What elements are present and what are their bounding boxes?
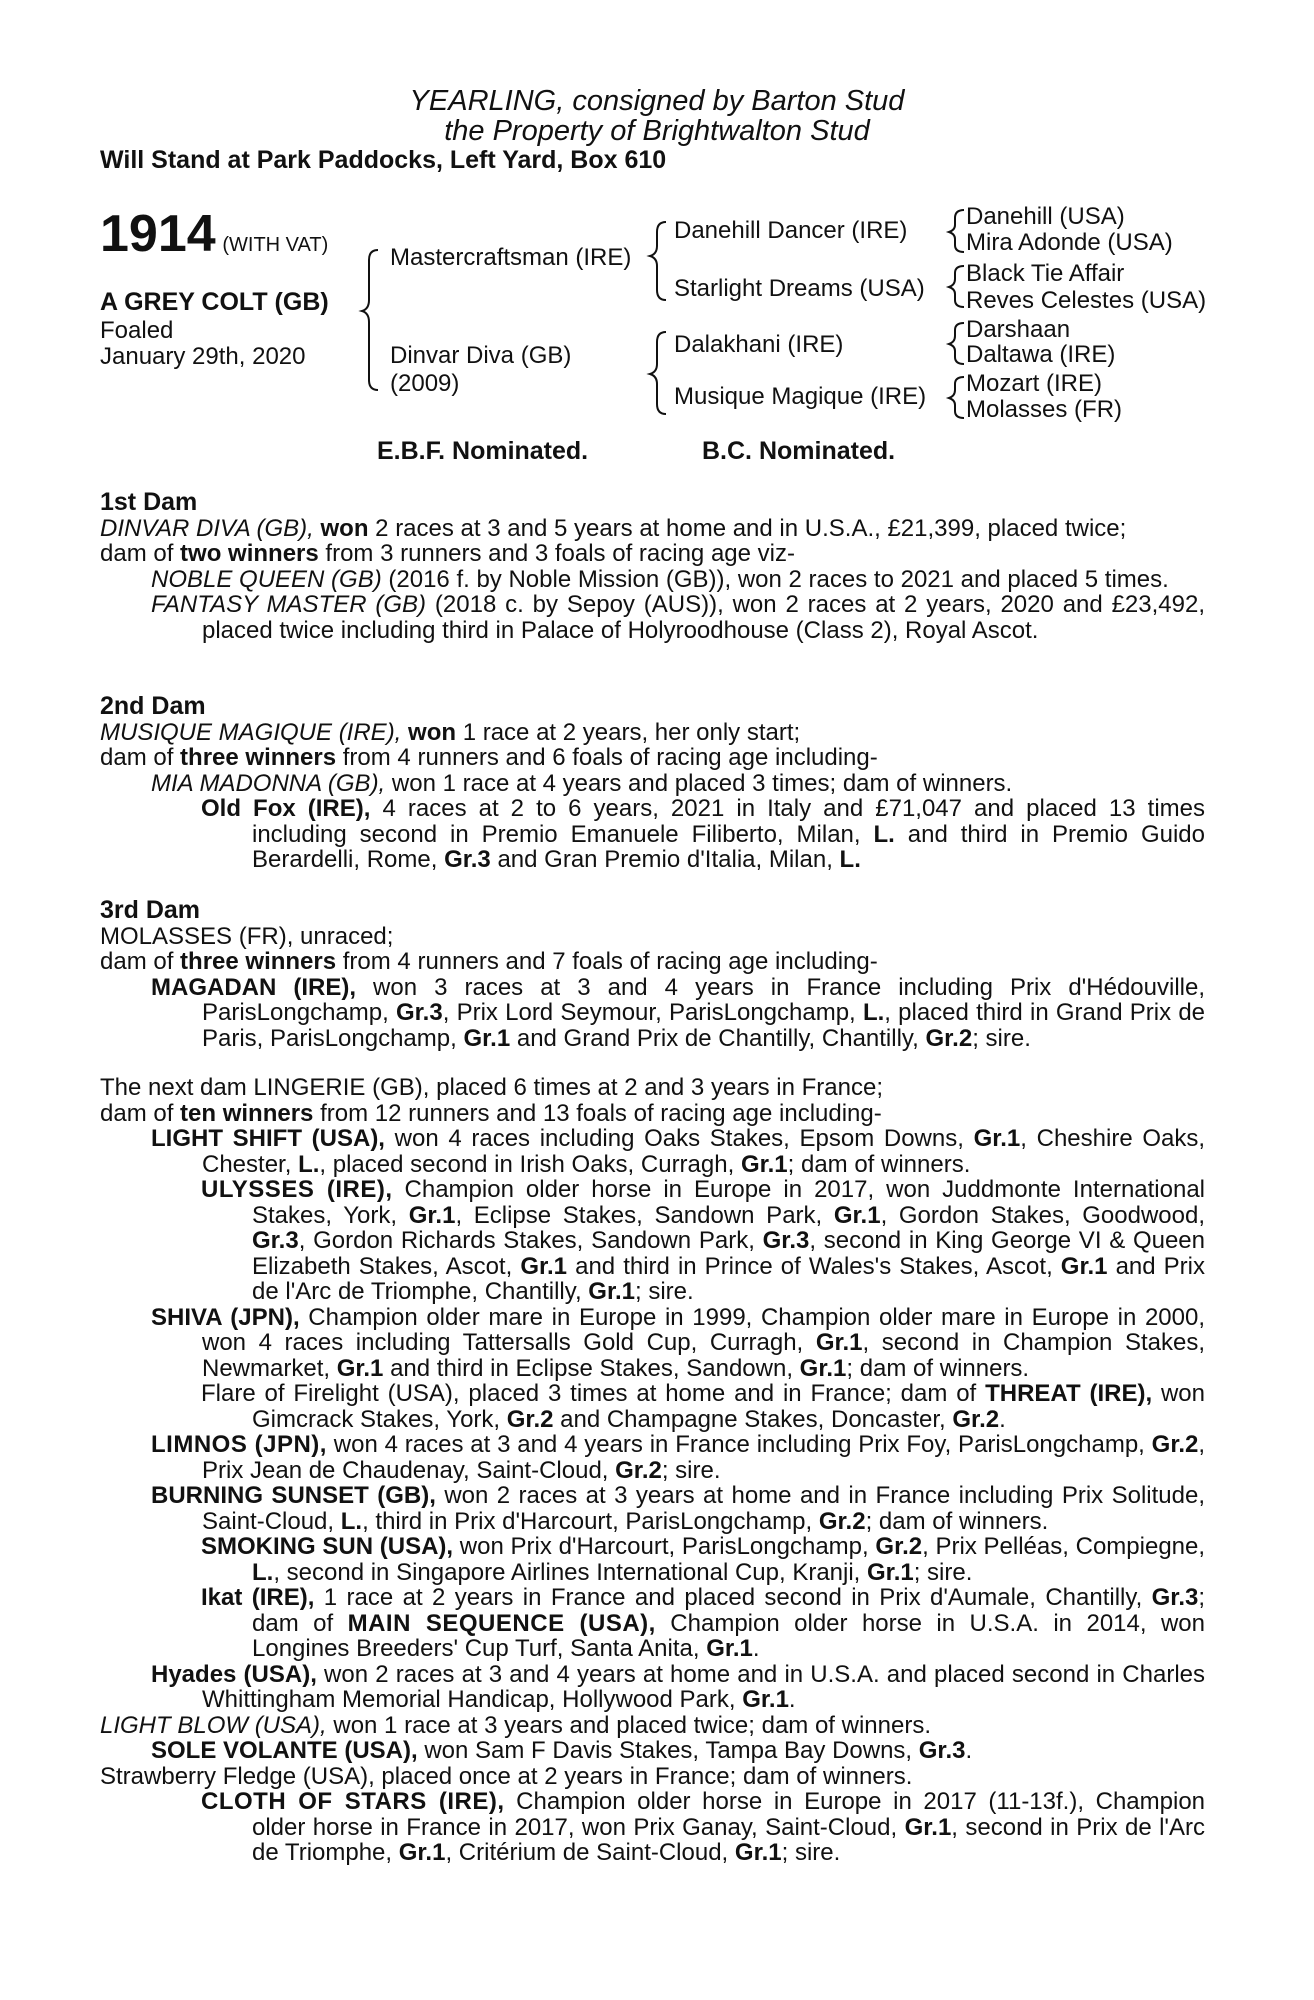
dam-sire-dam: Daltawa (IRE) — [966, 341, 1116, 368]
progeny-name: SMOKING SUN (USA), — [201, 1533, 454, 1560]
winners-count: three winners — [180, 948, 337, 975]
grade-label: Gr.1 — [867, 1558, 914, 1586]
progeny-name: SHIVA (JPN), — [151, 1303, 300, 1331]
progeny-record: . — [752, 1635, 760, 1662]
sire: Mastercraftsman (IRE) — [390, 244, 632, 271]
progeny-record: Flare of Firelight (USA), placed 3 times at home and in France; dam of — [201, 1380, 977, 1407]
winners-count: three winners — [180, 744, 337, 771]
progeny-entry — [100, 1585, 1205, 1662]
progeny-record: Champion older horse in U.S.A. in 2014, won Longines Breeders' Cup Turf, Santa Anita, — [252, 1609, 1205, 1662]
progeny-record: and third in Premio Guido Berardelli, Rome, — [252, 820, 1205, 873]
progeny-name: Old Fox (IRE), — [201, 795, 371, 822]
grade-label: Gr.1 — [799, 1354, 847, 1382]
section-heading: 2nd Dam — [100, 692, 206, 720]
grade-label: Gr.3 — [396, 999, 443, 1026]
progeny-name: LIGHT SHIFT (USA), — [151, 1125, 385, 1152]
progeny-record: , second in King George VI & Queen Elizabeth Stakes, Ascot, — [252, 1227, 1206, 1280]
progeny-record: and third in Prince of Wales's Stakes, Ascot, — [575, 1252, 1053, 1280]
grade-label: L. — [862, 999, 885, 1026]
progeny-name: THREAT (IRE), — [985, 1380, 1153, 1407]
progeny-record: won 1 race at 4 years and placed 3 times; dam of winners. — [391, 769, 1013, 797]
progeny-entry — [100, 1305, 1205, 1382]
grade-label: Gr.1 — [1060, 1252, 1108, 1280]
progeny-name: MIA MADONNA (GB), — [151, 769, 386, 797]
dam-dam-dam: Molasses (FR) — [966, 396, 1123, 423]
third-dam-section — [100, 898, 1205, 1051]
grade-label: L. — [839, 846, 861, 873]
lot-number: 1914 — [100, 205, 216, 263]
grade-label: Gr.1 — [740, 1150, 788, 1178]
property-line: the Property of Brightwalton Stud — [444, 115, 870, 147]
progeny-name: MAGADAN (IRE), — [151, 973, 357, 1001]
progeny-entry — [100, 796, 1205, 873]
progeny-entry — [100, 592, 1205, 643]
grade-label: L. — [298, 1150, 320, 1178]
progeny-name: Hyades (USA), — [151, 1660, 317, 1688]
produce-summary: from 3 runners and 3 foals of racing age viz- — [325, 540, 795, 567]
dam-summary — [100, 516, 1205, 542]
progeny-record: won Sam F Davis Stakes, Tampa Bay Downs, — [424, 1737, 913, 1764]
dam-summary: MOLASSES (FR), unraced; — [100, 922, 394, 950]
dam: Dinvar Diva (GB) — [390, 342, 572, 369]
progeny-entry — [100, 1662, 1205, 1713]
ebf-nomination: E.B.F. Nominated. — [377, 437, 589, 465]
progeny-record: Champion older horse in Europe in 2017, won Juddmonte International Stakes, York, — [252, 1176, 1206, 1229]
progeny-record: , second in Champion Stakes, Newmarket, — [202, 1329, 1206, 1382]
dam-record: 1 race at 2 years, her only start; — [462, 718, 801, 746]
grade-label: Gr.1 — [408, 1201, 456, 1229]
grade-label: Gr.3 — [444, 846, 491, 873]
dam-of-label: dam of — [100, 744, 174, 771]
dam-of-label: dam of — [100, 948, 174, 975]
progeny-record: ; dam of — [252, 1584, 1206, 1637]
progeny-record: ; sire. — [972, 1024, 1031, 1052]
progeny-record: , Gordon Richards Stakes, Sandown Park, — [298, 1227, 755, 1254]
grade-label: Gr.1 — [336, 1354, 384, 1382]
progeny-name: ULYSSES (IRE), — [201, 1176, 393, 1203]
progeny-record: , second in Singapore Airlines International Cup, Kranji, — [273, 1558, 861, 1586]
produce-summary: from 4 runners and 6 foals of racing age including- — [342, 744, 878, 771]
first-dam-section — [100, 490, 1205, 643]
progeny-entry — [100, 1126, 1205, 1177]
second-dam-section — [100, 694, 1205, 873]
dam-name: DINVAR DIVA (GB), — [100, 514, 314, 542]
produce-summary: from 12 runners and 13 foals of racing age including- — [320, 1099, 882, 1127]
dam-dam-sire: Mozart (IRE) — [966, 370, 1103, 397]
grade-label: Gr.3 — [252, 1227, 299, 1254]
progeny-record: and third in Eclipse Stakes, Sandown, — [390, 1354, 793, 1382]
grade-label: Gr.1 — [742, 1686, 789, 1713]
progeny-record: won 4 races at 3 and 4 years in France including Prix Foy, ParisLongchamp, — [333, 1431, 1145, 1458]
sire-dam: Starlight Dreams (USA) — [674, 275, 925, 302]
progeny-record: . — [965, 1737, 973, 1764]
grade-label: Gr.3 — [762, 1227, 810, 1254]
progeny-record: ; sire. — [635, 1278, 694, 1305]
progeny-record: Champion older mare in Europe in 1999, Champion older mare in Europe in 2000, won 4 races including Tattersalls Gold Cup, Curragh, — [202, 1303, 1206, 1356]
progeny-record: , Prix Pelléas, Compiegne, — [922, 1533, 1206, 1560]
produce-summary: from 4 runners and 7 foals of racing age including- — [342, 948, 878, 975]
progeny-entry — [100, 1534, 1205, 1585]
progeny-name: LIGHT BLOW (USA), — [100, 1711, 327, 1739]
progeny-entry — [100, 567, 1205, 593]
progeny-record: 4 races at 2 to 6 years, 2021 in Italy and £71,047 and placed 13 times including second in Premio Emanuele Filiberto, Milan, — [252, 795, 1205, 848]
vat-note: (WITH VAT) — [222, 234, 329, 256]
progeny-record: and Champagne Stakes, Doncaster, — [560, 1405, 946, 1433]
dam-of-label: dam of — [100, 1099, 174, 1127]
section-heading: 1st Dam — [100, 488, 198, 516]
progeny-name: NOBLE QUEEN (GB) — [151, 565, 382, 593]
dam-sire-sire: Darshaan — [966, 316, 1071, 343]
progeny-record: Champion older horse in Europe in 2017 (11-13f.), Champion older horse in France in 2017, won Prix Ganay, Saint-Cloud, — [252, 1788, 1206, 1841]
progeny-entry — [100, 975, 1205, 1052]
progeny-entry — [100, 771, 1205, 797]
winners-count: ten winners — [180, 1099, 314, 1127]
progeny-record: 1 race at 2 years in France and placed second in Prix d'Aumale, Chantilly, — [323, 1584, 1143, 1611]
progeny-record: , second in Prix de l'Arc de Triomphe, — [252, 1813, 1205, 1866]
fourth-dam-section — [100, 1075, 1205, 1866]
sire-dam-dam: Reves Celestes (USA) — [966, 287, 1207, 314]
progeny-record: ; dam of winners. — [787, 1150, 971, 1178]
sire-sire: Danehill Dancer (IRE) — [674, 217, 908, 244]
grade-label: Gr.2 — [615, 1456, 662, 1484]
dam-produce — [100, 541, 1205, 567]
progeny-name: SOLE VOLANTE (USA), — [151, 1737, 418, 1764]
dam-produce — [100, 1101, 1205, 1127]
dam-sire: Dalakhani (IRE) — [674, 331, 844, 358]
dam-produce — [100, 949, 1205, 975]
progeny-record: ; dam of winners. — [865, 1507, 1049, 1535]
progeny-record: ; sire. — [781, 1839, 841, 1866]
dam-summary: The next dam LINGERIE (GB), placed 6 times at 2 and 3 years in France; — [100, 1074, 884, 1101]
grade-label: Gr.1 — [815, 1329, 863, 1356]
grade-label: Gr.1 — [734, 1839, 782, 1866]
grade-label: Gr.2 — [952, 1405, 1000, 1433]
foaled-label: Foaled — [100, 317, 174, 344]
grade-label: L. — [873, 820, 895, 848]
progeny-record: won 1 race at 3 years and placed twice; dam of winners. — [333, 1711, 932, 1739]
progeny-name: LIMNOS (JPN), — [151, 1431, 327, 1458]
grade-label: Gr.1 — [833, 1201, 881, 1229]
progeny-record: , placed second in Irish Oaks, Curragh, — [319, 1150, 735, 1178]
grade-label: Gr.1 — [520, 1252, 568, 1280]
bc-nomination: B.C. Nominated. — [702, 437, 896, 465]
grade-label: Gr.2 — [925, 1024, 973, 1052]
grade-label: Gr.2 — [1151, 1431, 1199, 1458]
progeny-entry: Strawberry Fledge (USA), placed once at 2 years in France; dam of winners. — [100, 1762, 913, 1790]
won-label: won — [320, 514, 369, 542]
progeny-record: , third in Prix d'Harcourt, ParisLongchamp, — [362, 1507, 813, 1535]
progeny-name: Ikat (IRE), — [201, 1584, 315, 1611]
progeny-entry — [100, 1177, 1205, 1305]
won-label: won — [408, 718, 457, 746]
progeny-record: ; sire. — [913, 1558, 973, 1586]
grade-label: Gr.2 — [818, 1507, 866, 1535]
dam-dam: Musique Magique (IRE) — [674, 383, 927, 410]
progeny-record: , Prix Jean de Chaudenay, Saint-Cloud, — [202, 1431, 1206, 1484]
progeny-record: . — [788, 1686, 796, 1713]
progeny-record: and Gran Premio d'Italia, Milan, — [497, 846, 833, 873]
grade-label: L. — [340, 1507, 363, 1535]
grade-label: Gr.1 — [973, 1125, 1021, 1152]
progeny-record: won Prix d'Harcourt, ParisLongchamp, — [459, 1533, 869, 1560]
lot-description: A GREY COLT (GB) — [100, 288, 329, 316]
section-heading: 3rd Dam — [100, 896, 201, 924]
grade-label: Gr.1 — [588, 1278, 635, 1305]
grade-label: Gr.3 — [1151, 1584, 1199, 1611]
sire-dam-sire: Black Tie Affair — [966, 260, 1125, 287]
progeny-record: won 3 races at 3 and 4 years in France including Prix d'Hédouville, ParisLongchamp, — [202, 973, 1205, 1026]
progeny-record: won Gimcrack Stakes, York, — [252, 1380, 1205, 1433]
progeny-record: (2016 f. by Noble Mission (GB)), won 2 races to 2021 and placed 5 times. — [388, 565, 1169, 593]
dam-produce — [100, 745, 1205, 771]
progeny-name: MAIN SEQUENCE (USA), — [347, 1609, 656, 1637]
stand-location: Will Stand at Park Paddocks, Left Yard, Box 610 — [100, 146, 667, 174]
progeny-record: and Prix de l'Arc de Triomphe, Chantilly, — [252, 1252, 1205, 1305]
progeny-record: , placed third in Grand Prix de Paris, ParisLongchamp, — [202, 999, 1206, 1052]
progeny-record: won 2 races at 3 and 4 years at home and in U.S.A. and placed second in Charles Whittingham Memorial Handicap, Hollywood Park, — [202, 1660, 1205, 1713]
dam-record: 2 races at 3 and 5 years at home and in U.S.A., £21,399, placed twice; — [375, 514, 1127, 542]
grade-label: Gr.2 — [506, 1405, 554, 1433]
dam-year: (2009) — [390, 370, 460, 397]
winners-count: two winners — [180, 540, 319, 567]
grade-label: Gr.1 — [463, 1024, 511, 1052]
sire-sire-sire: Danehill (USA) — [966, 203, 1125, 230]
progeny-record: , Critérium de Saint-Cloud, — [445, 1839, 729, 1866]
dam-summary — [100, 720, 1205, 746]
dam-of-label: dam of — [100, 540, 174, 567]
progeny-record: ; sire. — [661, 1456, 721, 1484]
progeny-record: . — [999, 1405, 1006, 1433]
grade-label: Gr.1 — [398, 1839, 446, 1866]
progeny-entry — [100, 1483, 1205, 1534]
consignor-line: YEARLING, consigned by Barton Stud — [409, 85, 905, 117]
progeny-record: , Cheshire Oaks, Chester, — [202, 1125, 1206, 1178]
progeny-name: FANTASY MASTER (GB) — [151, 591, 427, 618]
foaled-date: January 29th, 2020 — [100, 343, 306, 370]
progeny-entry — [100, 1789, 1205, 1866]
progeny-name: CLOTH OF STARS (IRE), — [201, 1788, 505, 1815]
progeny-name: BURNING SUNSET (GB), — [151, 1482, 436, 1509]
grade-label: Gr.1 — [904, 1813, 952, 1841]
progeny-record: , Gordon Stakes, Goodwood, — [880, 1201, 1206, 1229]
progeny-record: (2018 c. by Sepoy (AUS)), won 2 races at 2 years, 2020 and £23,492, placed twice including third in Palace of Holyroodhouse (Class 2), Royal Ascot. — [202, 591, 1206, 644]
grade-label: L. — [252, 1558, 274, 1586]
progeny-record: ; dam of winners. — [846, 1354, 1030, 1382]
progeny-entry — [100, 1432, 1205, 1483]
grade-label: Gr.2 — [875, 1533, 923, 1560]
progeny-entry — [100, 1381, 1205, 1432]
grade-label: Gr.3 — [918, 1737, 966, 1764]
progeny-record: and Grand Prix de Chantilly, Chantilly, — [516, 1024, 919, 1052]
progeny-entry — [100, 1713, 1205, 1739]
grade-label: Gr.1 — [706, 1635, 753, 1662]
progeny-record: , Eclipse Stakes, Sandown Park, — [455, 1201, 823, 1229]
dam-name: MUSIQUE MAGIQUE (IRE), — [100, 718, 402, 746]
progeny-record: won 2 races at 3 years at home and in France including Prix Solitude, Saint-Cloud, — [202, 1482, 1205, 1535]
progeny-entry — [100, 1738, 1205, 1764]
sire-sire-dam: Mira Adonde (USA) — [966, 229, 1173, 256]
progeny-record: , Prix Lord Seymour, ParisLongchamp, — [442, 999, 856, 1026]
progeny-record: won 4 races including Oaks Stakes, Epsom Downs, — [394, 1125, 964, 1152]
